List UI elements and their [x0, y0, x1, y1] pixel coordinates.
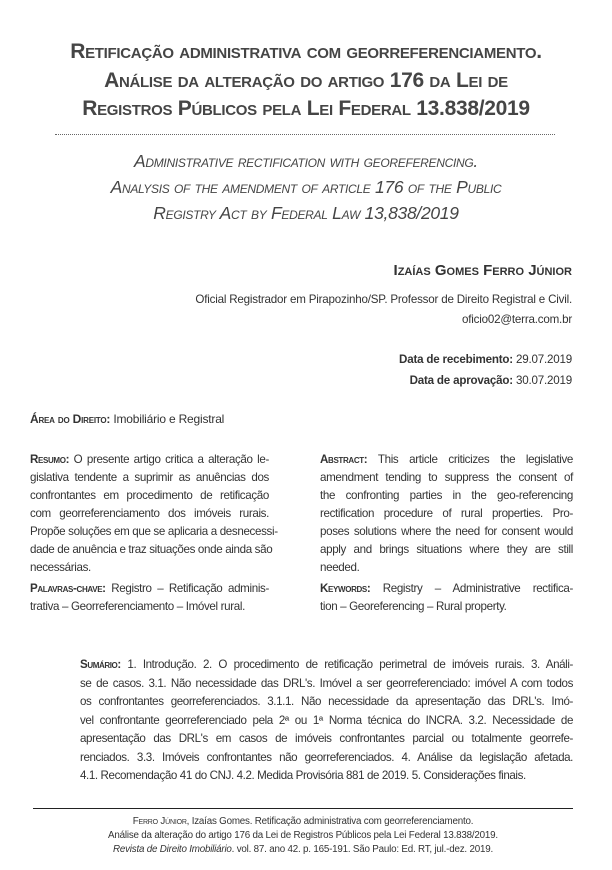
resumo-line [30, 541, 273, 559]
resumo-text: necessárias. [30, 561, 91, 574]
footer-line-2: Análise da alteração do artigo 176 da Lei de Registros Públicos pela Lei Federal 13.838/2019. [108, 830, 498, 841]
resumo-line [30, 487, 269, 505]
palavras-chave [30, 580, 269, 616]
author-affiliation: Oficial Registrador em Pirapozinho/SP. Professor de Direito Registral e Civil. [195, 293, 572, 306]
author-email[interactable]: oficio02@terra.com.br [461, 312, 572, 326]
area-label: Área do Direito: [30, 412, 111, 426]
title-pt-line: Retificação administrativa com georreferenciamento. [70, 40, 542, 63]
resumo-label: Resumo: [30, 453, 70, 466]
resumo-text: dade de anuência e traz situações onde ainda são [30, 543, 273, 556]
palavras-line [30, 580, 269, 598]
sumario-text: 1. Introdução. 2. O procedimento de retificação perimetral de imóveis rurais. 3. Análi- [120, 658, 573, 671]
footer-line-3 [33, 843, 573, 857]
sumario-text: apresentação das DRL's em casos de imóveis confrontantes parcial ou totalmente georrefe- [80, 732, 573, 745]
footer-author: Ferro Júnior [132, 816, 187, 827]
sumario-line [80, 730, 573, 749]
sumario-line [80, 675, 573, 694]
sumario-line [80, 712, 573, 731]
received-date [399, 349, 572, 370]
approved-value: 30.07.2019 [515, 374, 572, 387]
resumo-text: O presente artigo critica a alteração le- [69, 453, 269, 466]
author-name: Izaías Gomes Ferro Júnior [393, 262, 572, 279]
area-do-direito [30, 412, 224, 426]
keywords-label: Keywords: [320, 582, 371, 595]
sumario-text: renciados. 3.3. Imóveis confrontantes não georreferenciados. 4. Análise da legislação afetada. [80, 750, 573, 764]
dotted-divider [55, 134, 555, 135]
abstract-text: rectification procedure of rural properties. Pro- [320, 507, 573, 520]
author-info [195, 290, 572, 329]
resumo-line [30, 559, 269, 577]
title-en-line: Registry Act by Federal Law 13,838/2019 [153, 203, 459, 223]
abstract-text: This article criticizes the legislative [367, 453, 573, 466]
dates [399, 349, 572, 391]
resumo-text: com georreferenciamento dos imóveis rurais. [30, 507, 269, 520]
approved-date [399, 370, 572, 391]
footer-line-3-text: . vol. 87. ano 42. p. 165-191. São Paulo: Ed. RT, jul.-dez. 2019. [231, 844, 493, 855]
abstract-line [320, 541, 573, 559]
sumario-text: vel confrontante georreferenciado pela 2ª ou 1ª Norma técnica do INCRA. 3.2. Necessidade de [80, 713, 573, 727]
keywords-line [320, 598, 573, 616]
footer-line-1-text: , Izaías Gomes. Retificação administrativa com georreferenciamento. [186, 816, 474, 827]
abstract-line [320, 523, 573, 541]
abstract [320, 451, 573, 577]
sumario-line [80, 656, 573, 675]
resumo-line [30, 505, 269, 523]
title-pt-line: Análise da alteração do artigo 176 da Lei de [104, 68, 508, 92]
sumario-text: se de casos. 3.1. Não necessidade das DRL's. Imóvel a ser georreferenciado: imóvel A com todos [80, 676, 573, 690]
keywords-text: Registry – Administrative rectifica- [370, 582, 573, 595]
resumo-line [30, 523, 278, 541]
abstract-line [320, 469, 573, 487]
sumario-label: Sumário: [80, 658, 121, 671]
abstract-text: the confronting parties in the geo-referencing [320, 489, 573, 502]
palavras-text: Registro – Retificação adminis- [105, 582, 269, 595]
abstract-label: Abstract: [320, 453, 368, 466]
abstract-line [320, 559, 573, 577]
keywords [320, 580, 573, 616]
resumo-text: Propõe soluções em que se aplicaria a desnecessi- [30, 525, 278, 538]
abstract-line [320, 505, 573, 523]
palavras-label: Palavras-chave: [30, 582, 106, 595]
abstract-text: apply and brings situations where they are still [320, 543, 573, 556]
area-value: Imobiliário e Registral [113, 412, 225, 426]
keywords-line [320, 580, 573, 598]
resumo-text: confrontantes em procedimento de retificação [30, 489, 269, 502]
sumario [80, 656, 573, 786]
resumo-text: gislativa tendente a suprimir as anuências dos [30, 471, 269, 484]
sumario-text: 4.1. Recomendação 41 do CNJ. 4.2. Medida Provisória 881 de 2019. 5. Considerações finais. [80, 769, 526, 782]
footer-line-1 [33, 815, 573, 829]
title-pt [40, 38, 572, 124]
received-value: 29.07.2019 [515, 353, 572, 366]
sumario-text: os confrontantes georreferenciados. 3.1.1. Não necessidade da apresentação das DRL's. Imó- [80, 695, 573, 708]
abstract-line [320, 451, 573, 469]
footer-divider [33, 808, 573, 809]
sumario-line [80, 767, 573, 786]
title-en-line: Analysis of the amendment of article 176 of the Public [110, 177, 502, 197]
footer-journal: Revista de Direito Imobiliário [112, 844, 232, 855]
abstract-text: amendment tending to suppress the consent of [320, 471, 573, 484]
abstract-text: needed. [320, 561, 360, 574]
sumario-line [80, 749, 573, 768]
palavras-line [30, 598, 269, 616]
title-en [40, 148, 572, 226]
sumario-line [80, 693, 573, 712]
resumo-line [30, 469, 269, 487]
abstract-line [320, 487, 573, 505]
citation-footer [33, 815, 573, 857]
keywords-text: tion – Georeferencing – Rural property. [320, 600, 507, 613]
resumo-line [30, 451, 269, 469]
title-pt-line: Registros Públicos pela Lei Federal 13.838/2019 [82, 97, 530, 120]
abstract-text: poses solutions where the need for consent would [320, 525, 573, 538]
title-en-line: Administrative rectification with georeferencing. [134, 151, 478, 171]
resumo [30, 451, 278, 577]
received-label: Data de recebimento: [399, 353, 513, 366]
approved-label: Data de aprovação: [409, 374, 513, 387]
palavras-text: trativa – Georreferenciamento – Imóvel rural. [30, 600, 245, 613]
